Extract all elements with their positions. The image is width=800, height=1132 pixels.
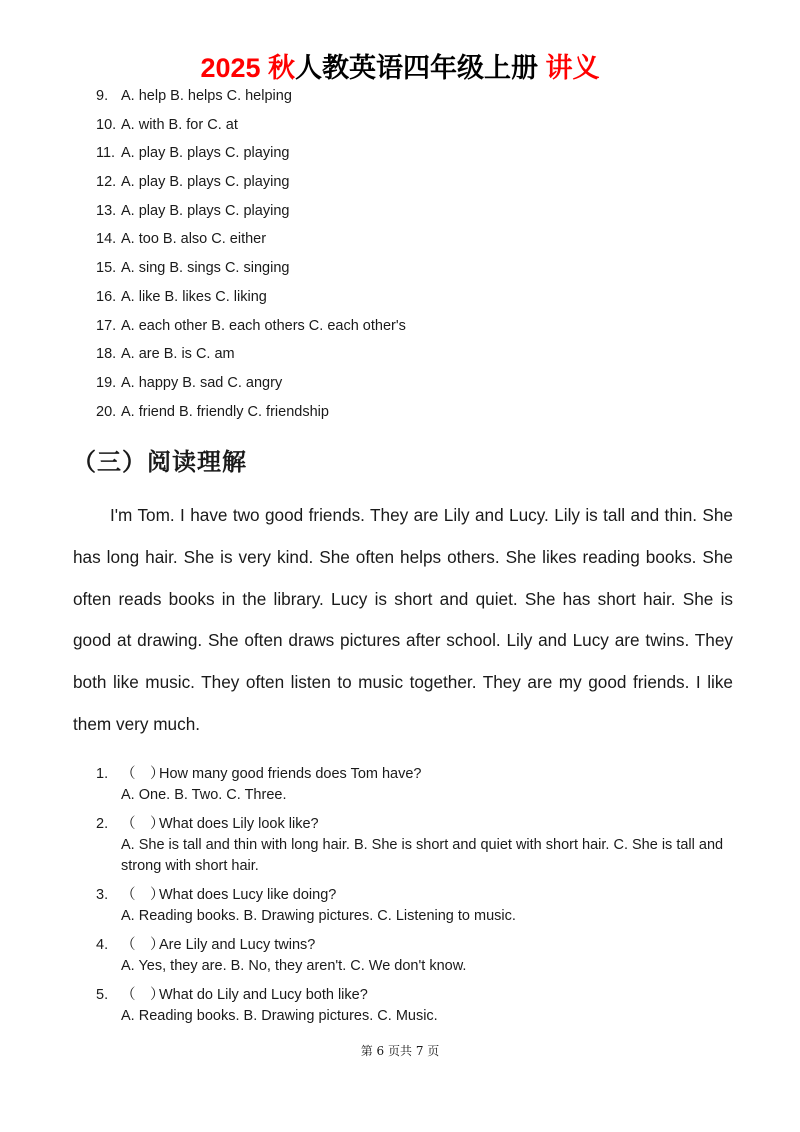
question-choices: A. Reading books. B. Drawing pictures. C. Music. bbox=[121, 1008, 438, 1024]
question-text: What does Lucy like doing? bbox=[159, 887, 337, 903]
item-number: 20. bbox=[96, 403, 117, 420]
reading-passage: I'm Tom. I have two good friends. They are Lily and Lucy. Lily is tall and thin. She has long hair. She is very kind. She often helps others. She likes reading books. She often reads books in the library. Lucy is short and quiet. She has short hair. She is good at drawing. She often draws pictures after school. Lily and Lucy are twins. They both like music. They often listen to music together. They are my good friends. I like them very much. bbox=[73, 505, 733, 734]
item-number: 17. bbox=[96, 317, 117, 334]
item-number: 16. bbox=[96, 288, 117, 305]
question-body bbox=[121, 985, 733, 1027]
item-options: A. are B. is C. am bbox=[121, 346, 235, 363]
question-text: What do Lily and Lucy both like? bbox=[159, 987, 368, 1003]
list-item bbox=[96, 113, 406, 142]
item-number: 14. bbox=[96, 231, 117, 248]
item-number: 18. bbox=[96, 346, 117, 363]
question-choices: A. One. B. Two. C. Three. bbox=[121, 787, 287, 803]
item-number: 11. bbox=[96, 145, 116, 162]
item-options: A. each other B. each others C. each other's bbox=[121, 317, 406, 334]
question-item bbox=[96, 985, 736, 1027]
question-text: Are Lily and Lucy twins? bbox=[159, 937, 316, 953]
question-line bbox=[121, 985, 733, 1006]
question-line bbox=[121, 814, 733, 835]
question-item bbox=[96, 935, 736, 977]
list-item bbox=[96, 285, 406, 314]
question-body bbox=[121, 814, 733, 877]
item-options: A. sing B. sings C. singing bbox=[121, 260, 290, 277]
question-choices: A. Yes, they are. B. No, they aren't. C. We don't know. bbox=[121, 958, 467, 974]
question-body bbox=[121, 764, 733, 806]
item-number: 10. bbox=[96, 116, 117, 133]
item-options: A. play B. plays C. playing bbox=[121, 145, 290, 162]
list-item bbox=[96, 371, 406, 400]
list-item bbox=[96, 227, 406, 256]
item-number: 15. bbox=[96, 260, 117, 277]
page-header-title bbox=[0, 50, 800, 86]
item-options: A. happy B. sad C. angry bbox=[121, 374, 283, 391]
question-text: What does Lily look like? bbox=[159, 816, 319, 832]
answer-blank: （ ） bbox=[121, 987, 165, 1003]
list-item bbox=[96, 314, 406, 343]
answer-blank: （ ） bbox=[121, 887, 165, 903]
header-handout-label: 讲义 bbox=[545, 53, 600, 83]
question-number: 2. bbox=[96, 816, 109, 832]
list-item bbox=[96, 256, 406, 285]
item-options: A. play B. plays C. playing bbox=[121, 174, 290, 191]
item-options: A. play B. plays C. playing bbox=[121, 202, 290, 219]
item-number: 13. bbox=[96, 202, 117, 219]
answer-blank: （ ） bbox=[121, 766, 165, 782]
item-number: 19. bbox=[96, 374, 117, 391]
question-number: 4. bbox=[96, 937, 109, 953]
list-item bbox=[96, 342, 406, 371]
question-body bbox=[121, 935, 733, 977]
answer-blank: （ ） bbox=[121, 816, 165, 832]
item-number: 9. bbox=[96, 88, 109, 104]
question-number: 3. bbox=[96, 887, 109, 903]
question-line bbox=[121, 935, 733, 956]
cloze-options-list bbox=[96, 84, 406, 428]
question-item bbox=[96, 885, 736, 927]
item-options: A. help B. helps C. helping bbox=[121, 88, 292, 104]
list-item bbox=[96, 199, 406, 228]
item-number: 12. bbox=[96, 174, 117, 191]
question-choices: A. Reading books. B. Drawing pictures. C. Listening to music. bbox=[121, 908, 516, 924]
list-item bbox=[96, 170, 406, 199]
list-item bbox=[96, 84, 406, 113]
question-choices: A. She is tall and thin with long hair. B. She is short and quiet with short hair. C. She is tall and strong with short hair. bbox=[121, 837, 724, 874]
header-year-term: 2025 秋 bbox=[200, 53, 296, 83]
question-body bbox=[121, 885, 733, 927]
item-options: A. too B. also C. either bbox=[121, 231, 267, 248]
item-options: A. friend B. friendly C. friendship bbox=[121, 403, 329, 420]
question-item bbox=[96, 814, 736, 877]
page-footer: 第 6 页共 7 页 bbox=[360, 1044, 440, 1058]
section-heading: （三）阅读理解 bbox=[72, 447, 247, 476]
list-item bbox=[96, 141, 406, 170]
question-line bbox=[121, 885, 733, 906]
item-options: A. with B. for C. at bbox=[121, 116, 238, 133]
answer-blank: （ ） bbox=[121, 937, 165, 953]
list-item bbox=[96, 400, 406, 429]
question-item bbox=[96, 764, 736, 806]
question-line bbox=[121, 764, 733, 785]
header-course-name: 人教英语四年级上册 bbox=[295, 53, 539, 83]
question-number: 1. bbox=[96, 766, 109, 782]
question-list bbox=[96, 764, 736, 1035]
question-number: 5. bbox=[96, 987, 109, 1003]
question-text: How many good friends does Tom have? bbox=[159, 766, 422, 782]
item-options: A. like B. likes C. liking bbox=[121, 288, 267, 305]
